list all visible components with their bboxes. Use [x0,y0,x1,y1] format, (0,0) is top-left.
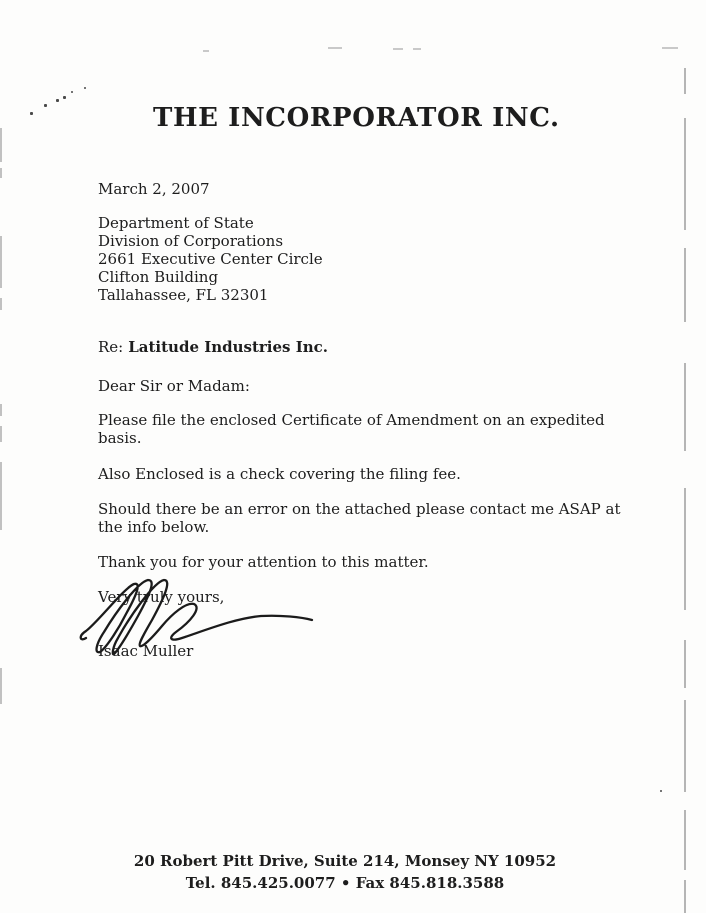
scan-dash [413,48,421,50]
scan-artifact [0,128,2,162]
salutation: Dear Sir or Madam: [98,377,250,395]
scan-dash [328,47,342,49]
recipient-line: Clifton Building [98,268,219,286]
letterhead-company-name: THE INCORPORATOR INC. [153,103,560,133]
scan-speck [44,104,47,107]
paragraph [98,553,429,571]
scan-artifact [684,880,686,913]
footer-contact: Tel. 845.425.0077 • Fax 845.818.3588 [185,874,505,892]
scan-artifact [0,168,2,178]
scan-speck [660,790,662,792]
reference-subject: Latitude Industries Inc. [128,338,328,356]
recipient-line: Department of State [98,214,254,232]
scan-artifact [684,118,686,230]
scan-artifact [0,298,2,310]
paragraph-line: basis. [98,429,142,447]
footer-address: 20 Robert Pitt Drive, Suite 214, Monsey NY 10952 [133,852,557,870]
signer-name: Isaac Muller [98,642,194,660]
paragraph-line: Thank you for your attention to this matter. [98,553,429,571]
scan-artifact [0,462,2,530]
scan-speck [30,112,33,115]
scan-artifact [0,426,2,442]
paragraph-line: Also Enclosed is a check covering the filing fee. [98,465,461,483]
scan-artifact [684,700,686,792]
paragraph-line: Should there be an error on the attached please contact me ASAP at [98,500,621,518]
paragraph [98,465,461,483]
recipient-line: Division of Corporations [98,232,284,250]
paragraph [98,411,605,447]
scan-speck [63,96,66,99]
scan-speck [71,91,73,93]
scan-speck [84,87,86,89]
reference-label: Re: [98,338,124,356]
scan-dash [662,47,678,49]
recipient-line: 2661 Executive Center Circle [98,250,323,268]
scan-dash [203,50,209,52]
paragraph [98,500,621,536]
recipient-address-block [98,214,323,304]
scan-artifact [0,236,2,288]
reference-line [98,338,328,356]
scan-dash [393,48,403,50]
letter-date: March 2, 2007 [98,180,210,198]
scan-artifact [0,668,2,704]
complimentary-closing: Very truly yours, [98,588,225,606]
paragraph-line: Please file the enclosed Certificate of Amendment on an expedited [98,411,605,429]
scan-artifact [684,488,686,610]
scan-artifact [684,810,686,870]
scan-artifact [684,248,686,322]
letterhead-footer [0,850,690,894]
recipient-line: Tallahassee, FL 32301 [98,286,269,304]
paragraph-line: the info below. [98,518,210,536]
scan-artifact [0,404,2,416]
scan-artifact [684,68,686,94]
scan-artifact [684,363,686,451]
scan-speck [56,99,59,102]
scan-artifact [684,640,686,688]
